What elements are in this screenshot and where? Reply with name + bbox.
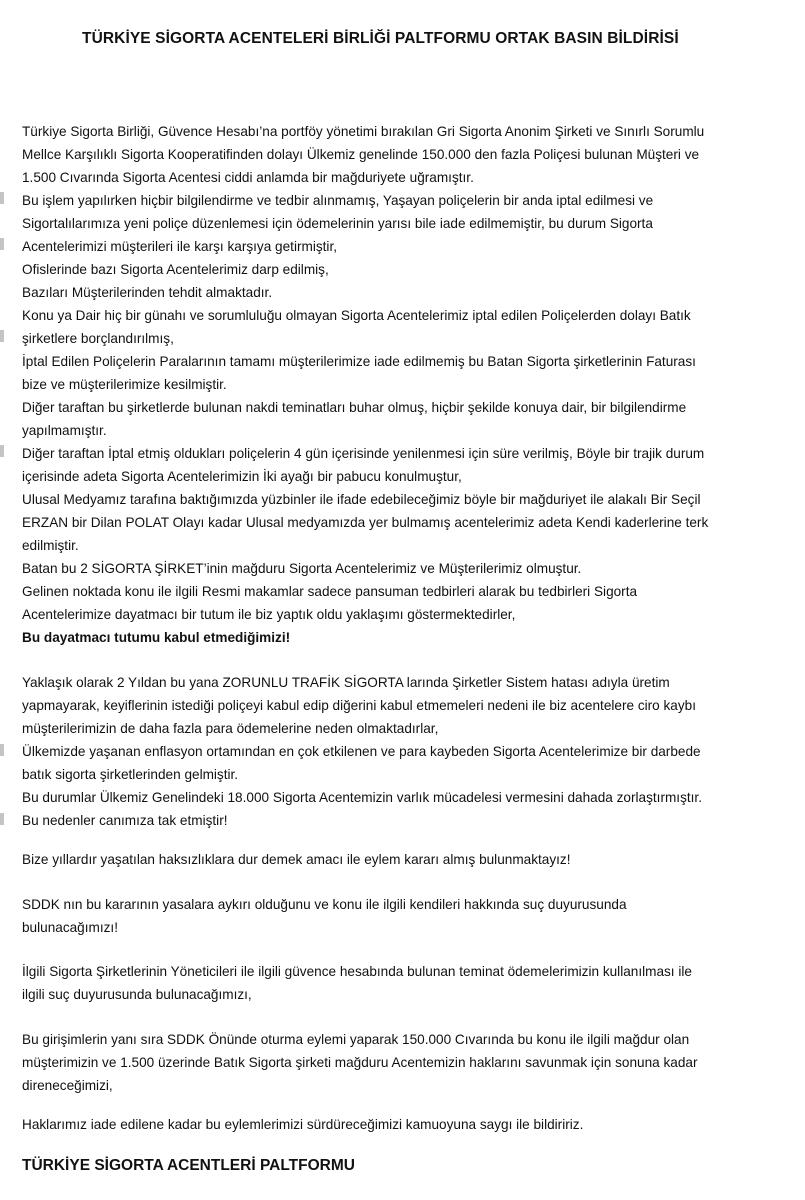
block1-line: Mellce Karşılıklı Sigorta Kooperatifinden dolayı Ülkemiz genelinde 150.000 den fazla Poliçesi bulunan Müşteri ve — [22, 147, 700, 162]
block1-line: Acentelerimizi müşterileri ile karşı karşıya getirmiştir, — [22, 239, 337, 254]
para3-text: Bize yıllardır yaşatılan haksızlıklara dur demek amacı ile eylem kararı almış bulunmaktayız! — [22, 852, 571, 867]
heading2-text: Bu dayatmacı tutumu kabul etmediğimizi! — [22, 630, 291, 645]
block1-line: Türkiye Sigorta Birliği, Güvence Hesabı’na portföy yönetimi bırakılan Gri Sigorta Anonim Şirketi ve Sınırlı Sorumlu — [22, 124, 705, 139]
para7-text: Haklarımız iade edilene kadar bu eylemlerimizi sürdüreceğimizi kamuoyuna saygı ile bildiririz. — [22, 1117, 584, 1132]
block1-line: Batan bu 2 SİGORTA ŞİRKET’inin mağduru Sigorta Acentelerimiz ve Müşterilerimiz olmuştur. — [22, 561, 582, 576]
block-1 — [22, 120, 792, 626]
block2-line: Ülkemizde yaşanan enflasyon ortamından en çok etkilenen ve para kaybeden Sigorta Acentelerimize bir darbede — [22, 744, 701, 759]
block1-line: Sigortalılarımıza yeni poliçe düzenlemesi için ödemelerinin yarısı bile iade edilmemiştir, bu durum Sigorta — [22, 216, 653, 231]
block1-line: ERZAN bir Dilan POLAT Olayı kadar Ulusal medyamızda yer bulmamış acentelerimiz adeta Kendi kaderlerine terk — [22, 515, 709, 530]
scan-mark — [0, 192, 4, 204]
para6-line: müşterimizin ve 1.500 üzerinde Batık Sigorta şirketi mağduru Acentemizin haklarını savunmak için sonuna kadar — [22, 1055, 698, 1070]
block1-line: 1.500 Cıvarında Sigorta Acentesi ciddi anlamda bir mağduriyete uğramıştır. — [22, 170, 474, 185]
para6-line: Bu girişimlerin yanı sıra SDDK Önünde oturma eylemi yaparak 150.000 Cıvarında bu konu ile ilgili mağdur olan — [22, 1032, 690, 1047]
block1-line: Konu ya Dair hiç bir günahı ve sorumluluğu olmayan Sigorta Acentelerimiz iptal edilen Poliçelerden dolayı Batık — [22, 308, 691, 323]
block2-line: Bu nedenler canımıza tak etmiştir! — [22, 813, 228, 828]
heading-2 — [22, 626, 792, 649]
block1-line: Bazıları Müşterilerinden tehdit almaktadır. — [22, 285, 273, 300]
block1-line: Ofislerinde bazı Sigorta Acentelerimiz darp edilmiş, — [22, 262, 329, 277]
block2-line: Bu durumlar Ülkemiz Genelindeki 18.000 Sigorta Acentemizin varlık mücadelesi vermesini dahada zorlaştırmıştır. — [22, 790, 702, 805]
block2-line: müşterilerimizin de daha fazla para ödemelerine neden olmaktadırlar, — [22, 721, 439, 736]
block1-line: Gelinen noktada konu ile ilgili Resmi makamlar sadece pansuman tedbirleri alarak bu tedbirleri Sigorta — [22, 584, 638, 599]
block2-line: batık sigorta şirketlerinden gelmiştir. — [22, 767, 239, 782]
paragraph-6 — [22, 1028, 792, 1097]
block1-line: Diğer taraftan İptal etmiş oldukları poliçelerin 4 gün içerisinde yenilenmesi için süre verilmiş, Böyle bir trajik durum — [22, 446, 705, 461]
para5-line: İlgili Sigorta Şirketlerinin Yöneticileri ile ilgili güvence hesabında bulunan teminat ödemelerimizin kullanılması ile — [22, 964, 692, 979]
block1-line: bize ve müşterilerimize kesilmiştir. — [22, 377, 227, 392]
paragraph-7 — [22, 1113, 792, 1136]
para4-line: SDDK nın bu kararının yasalara aykırı olduğunu ve konu ile ilgili kendileri hakkında suç duyurusunda — [22, 897, 627, 912]
block1-line: edilmiştir. — [22, 538, 79, 553]
block1-line: içerisinde adeta Sigorta Acentelerimizin İki ayağı bir pabucu konulmuştur, — [22, 469, 462, 484]
scan-mark — [0, 445, 4, 457]
para4-line: bulunacağımızı! — [22, 920, 118, 935]
document-title: TÜRKİYE SİGORTA ACENTELERİ BİRLİĞİ PALTFORMU ORTAK BASIN BİLDİRİSİ — [82, 30, 679, 47]
block1-line: Acentelerimize dayatmacı bir tutum ile biz yaptık oldu yaklaşımı göstermektedirler, — [22, 607, 516, 622]
block1-line: yapılmamıştır. — [22, 423, 107, 438]
paragraph-3 — [22, 848, 792, 871]
block-2 — [22, 671, 792, 832]
scan-mark — [0, 330, 4, 342]
block2-line: yapmayarak, keyiflerinin istediği poliçeyi kabul edip diğerini kabul etmemeleri nedeni ile biz acentelere ciro kaybı — [22, 698, 696, 713]
block1-line: Diğer taraftan bu şirketlerde bulunan nakdi teminatları buhar olmuş, hiçbir şekilde konuya dair, bir bilgilendirme — [22, 400, 687, 415]
block1-line: İptal Edilen Poliçelerin Paralarının tamamı müşterilerimize iade edilmemiş bu Batan Sigorta şirketlerinin Faturası — [22, 354, 696, 369]
paragraph-5 — [22, 960, 792, 1006]
para5-line: ilgili suç duyurusunda bulunacağımızı, — [22, 987, 252, 1002]
block1-line: Bu işlem yapılırken hiçbir bilgilendirme ve tedbir alınmamış, Yaşayan poliçelerin bir anda iptal edilmesi ve — [22, 193, 654, 208]
paragraph-4 — [22, 893, 792, 939]
scan-mark — [0, 744, 4, 756]
scan-mark — [0, 238, 4, 250]
para6-line: direneceğimizi, — [22, 1078, 113, 1093]
signature: TÜRKİYE SİGORTA ACENTLERİ PALTFORMU — [22, 1157, 355, 1174]
block2-line: Yaklaşık olarak 2 Yıldan bu yana ZORUNLU TRAFİK SİGORTA larında Şirketler Sistem hatası adıyla üretim — [22, 675, 670, 690]
block1-line: şirketlere borçlandırılmış, — [22, 331, 174, 346]
block1-line: Ulusal Medyamız tarafına baktığımızda yüzbinler ile ifade edebileceğimiz böyle bir mağduriyet ile alakalı Bir Seçil — [22, 492, 701, 507]
scan-mark — [0, 813, 4, 825]
